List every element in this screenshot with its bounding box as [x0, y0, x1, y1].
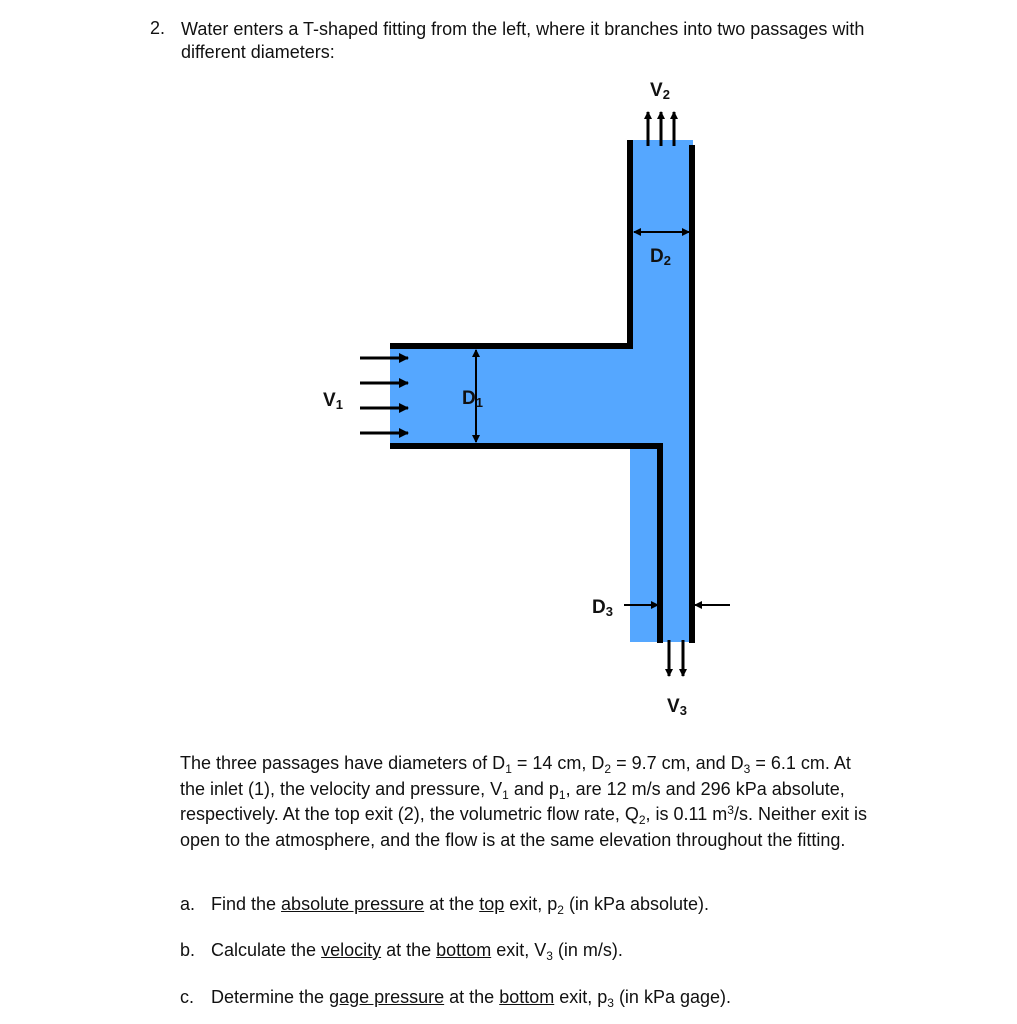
d1-label: D1 [462, 388, 483, 410]
d3-label: D3 [592, 597, 613, 619]
lower-wall [390, 446, 660, 643]
v2-label: V2 [650, 80, 670, 102]
d2-label: D2 [650, 246, 671, 268]
part-c: c. Determine the gage pressure at the bottom exit, $p_3$ (in kPa gage). [180, 987, 731, 1010]
bottom-exit-flow-arrows [669, 640, 683, 676]
horizontal-passage-fluid [390, 346, 660, 446]
fluid-region [390, 140, 693, 642]
part-a: a. Find the absolute pressure at the top exit, $p_2$ (in kPa absolute). [180, 894, 710, 917]
question-intro: Water enters a T-shaped fitting from the left, where it branches into two passages with different diameters: [181, 19, 865, 62]
part-b: b. Calculate the velocity at the bottom exit, $V_3$ (in m/s). [180, 940, 623, 963]
question-number: 2. [150, 18, 166, 38]
problem-statement: The three passages have diameters of $D_1 = 14$ cm, $D_2 = 9.7$ cm, and $D_3 = 6.1$ cm. At the inlet (1), the velocity and pressure, $V_1$ and $p_1$, are 12 m/s and 296 kPa absolute, respectively. At the top exit (2), the volumetric flow rate, $Q_2$, is 0.11 $m^3/s$. Neither exit is open to the atmosphere, and the flow is at the same elevation throughout the fitting. [180, 753, 867, 850]
v1-label: V1 [323, 390, 343, 412]
v3-label: V3 [667, 696, 687, 718]
upper-left-wall [390, 140, 630, 346]
